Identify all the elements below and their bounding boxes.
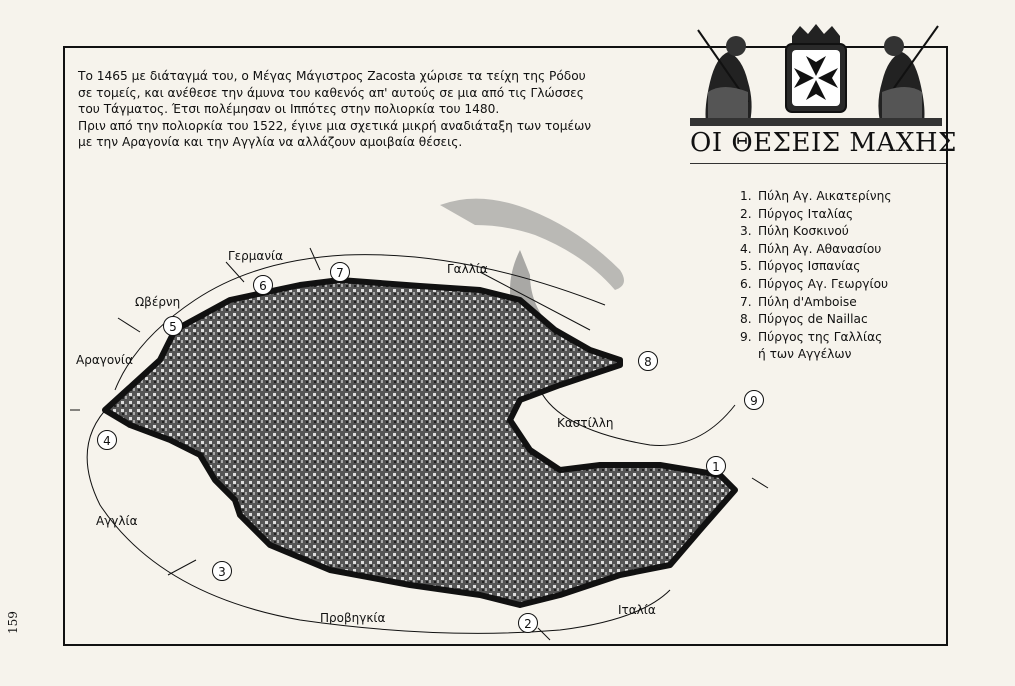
- legend-item: 2. Πύργος Ιταλίας: [740, 206, 854, 221]
- map-marker-5: 5: [163, 316, 183, 336]
- intro-line: με την Αραγονία και την Αγγλία να αλλάζουν αμοιβαία θέσεις.: [78, 135, 463, 150]
- legend-item: 3. Πύλη Κοσκινού: [740, 224, 849, 239]
- map-marker-9: 9: [744, 390, 764, 410]
- legend-item-continuation: ή των Αγγέλων: [758, 347, 852, 362]
- map-marker-2: 2: [518, 613, 538, 633]
- intro-paragraph: [78, 68, 658, 151]
- harbour-mole: [440, 199, 624, 290]
- right-knight-figure: [878, 26, 938, 122]
- page-title: ΟΙ ΘΕΣΕΙΣ ΜΑΧΗΣ: [690, 128, 957, 158]
- map-marker-7: 7: [330, 262, 350, 282]
- sector-label-anglia: Αγγλία: [96, 514, 138, 528]
- left-knight-figure: [698, 30, 752, 122]
- order-emblem: [688, 22, 944, 128]
- legend-item: 8. Πύργος de Naillac: [740, 312, 868, 327]
- intro-line: του Τάγματος. Έτσι πολέμησαν οι Ιππότες στην πολιορκία του 1480.: [78, 102, 500, 117]
- page-number: 159: [6, 611, 20, 634]
- city-walls: [105, 280, 735, 605]
- intro-line: σε τομείς, και ανέθεσε την άμυνα του καθενός απ' αυτούς σε μια από τις Γλώσσες: [78, 85, 584, 100]
- crown-icon: [792, 24, 840, 44]
- intro-line: Πριν από την πολιορκία του 1522, έγινε μια σχετικά μικρή αναδιάταξη των τομέων: [78, 118, 592, 133]
- map-marker-4: 4: [97, 430, 117, 450]
- title-underline: [690, 163, 946, 164]
- map-marker-6: 6: [253, 275, 273, 295]
- map-marker-1: 1: [706, 456, 726, 476]
- legend-item: 5. Πύργος Ισπανίας: [740, 259, 861, 274]
- map-marker-3: 3: [212, 561, 232, 581]
- intro-line: Το 1465 με διάταγμά του, ο Μέγας Μάγιστρος Zacosta χώρισε τα τείχη της Ρόδου: [78, 69, 586, 83]
- legend-item: 6. Πύργος Αγ. Γεωργίου: [740, 276, 889, 291]
- sector-label-galia: Γαλλία: [447, 262, 488, 276]
- legend-item: 9. Πύργος της Γαλλίας: [740, 329, 883, 344]
- legend-item: 4. Πύλη Αγ. Αθανασίου: [740, 241, 882, 256]
- shield-icon: [786, 44, 846, 112]
- sector-label-germania: Γερμανία: [228, 249, 284, 263]
- legend-item: 7. Πύλη d'Amboise: [740, 294, 857, 309]
- sector-label-kastili: Καστίλλη: [557, 416, 614, 430]
- sector-label-overni: Ωβέρνη: [135, 295, 181, 309]
- sector-label-provigkia: Προβηγκία: [320, 611, 386, 625]
- map-marker-8: 8: [638, 351, 658, 371]
- sector-label-italia: Ιταλία: [618, 603, 656, 617]
- legend-item: 1. Πύλη Αγ. Αικατερίνης: [740, 189, 892, 203]
- city-map-illustration: [60, 185, 780, 645]
- sector-label-aragonia: Αραγονία: [76, 353, 133, 367]
